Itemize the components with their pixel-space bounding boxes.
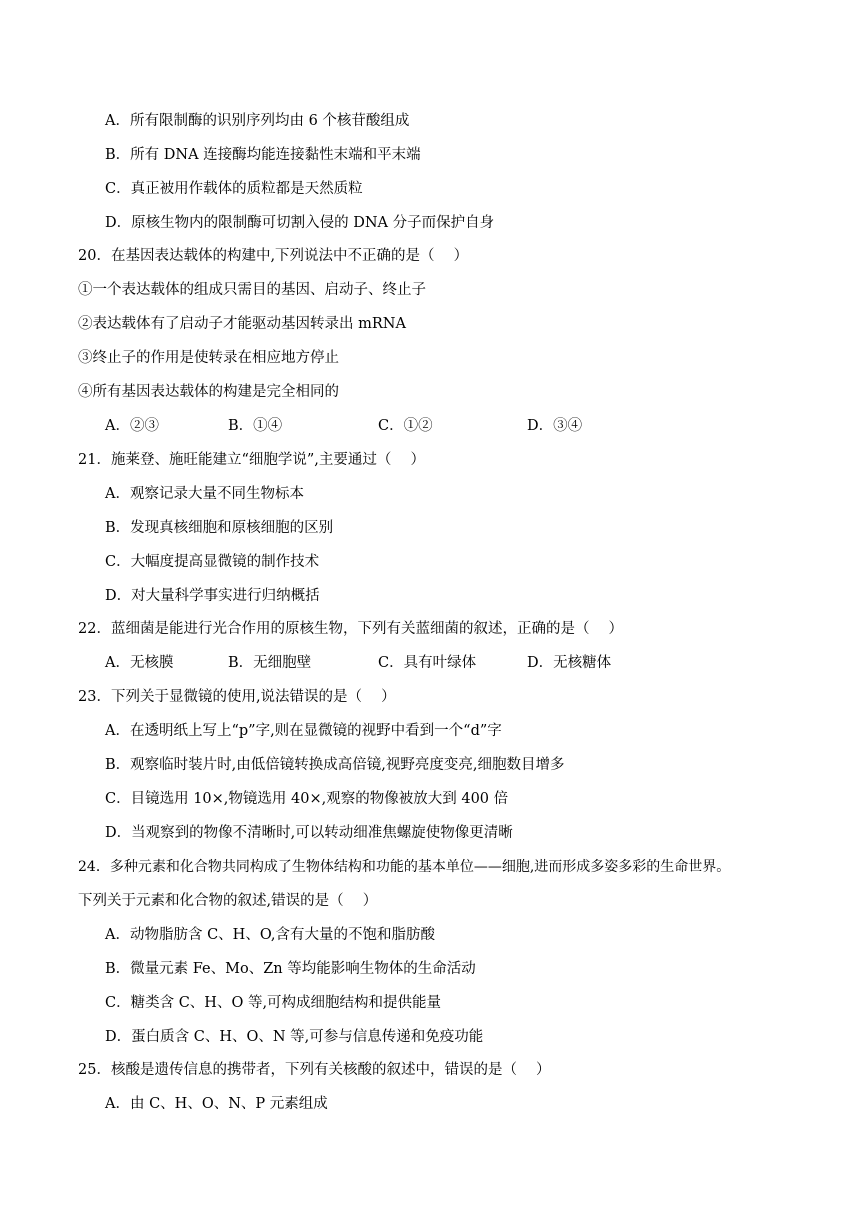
- q23-option-b: B．观察临时装片时,由低倍镜转换成高倍镜,视野亮度变亮,细胞数目增多: [105, 757, 565, 773]
- q22-option-c: C．具有叶绿体: [378, 655, 477, 671]
- q24-stem-line-2: 下列关于元素和化合物的叙述,错误的是（ ）: [78, 893, 378, 909]
- q25-stem: 25．核酸是遗传信息的携带者，下列有关核酸的叙述中，错误的是（ ）: [78, 1062, 551, 1078]
- q22-options-row: [0, 652, 860, 674]
- q22-option-d: D．无核糖体: [527, 655, 612, 671]
- q24-stem-line-1: 24．多种元素和化合物共同构成了生物体结构和功能的基本单位——细胞,进而形成多姿多彩的生命世界。: [78, 859, 731, 875]
- q22-option-b: B．无细胞壁: [228, 655, 312, 671]
- q22-stem: 22．蓝细菌是能进行光合作用的原核生物，下列有关蓝细菌的叙述，正确的是（ ）: [78, 621, 624, 637]
- q19-option-d: D．原核生物内的限制酶可切割入侵的 DNA 分子而保护自身: [105, 215, 495, 231]
- q20-statement-1: ①一个表达载体的组成只需目的基因、启动子、终止子: [78, 282, 426, 298]
- q24-option-b: B．微量元素 Fe、Mo、Zn 等均能影响生物体的生命活动: [105, 961, 476, 977]
- q24-option-a: A．动物脂肪含 C、H、O,含有大量的不饱和脂肪酸: [105, 927, 435, 943]
- q21-option-b: B．发现真核细胞和原核细胞的区别: [105, 520, 334, 536]
- q20-stem: 20．在基因表达载体的构建中,下列说法中不正确的是（ ）: [78, 248, 469, 264]
- q20-statement-2: ②表达载体有了启动子才能驱动基因转录出 mRNA: [78, 316, 406, 332]
- q20-option-b: B．①④: [228, 418, 283, 434]
- q21-option-a: A．观察记录大量不同生物标本: [105, 486, 304, 502]
- q20-options-row: [0, 415, 860, 437]
- q24-option-d: D．蛋白质含 C、H、O、N 等,可参与信息传递和免疫功能: [105, 1029, 484, 1045]
- q24-option-c: C．糖类含 C、H、O 等,可构成细胞结构和提供能量: [105, 995, 442, 1011]
- q23-option-c: C．目镜选用 10×,物镜选用 40×,观察的物像被放大到 400 倍: [105, 791, 509, 807]
- q19-option-b: B．所有 DNA 连接酶均能连接黏性末端和平末端: [105, 147, 421, 163]
- q21-option-c: C．大幅度提高显微镜的制作技术: [105, 554, 320, 570]
- q22-option-a: A．无核膜: [105, 655, 174, 671]
- q20-statement-3: ③终止子的作用是使转录在相应地方停止: [78, 350, 339, 366]
- q20-option-d: D．③④: [527, 418, 583, 434]
- q19-option-a: A．所有限制酶的识别序列均由 6 个核苷酸组成: [105, 113, 410, 129]
- q20-option-a: A．②③: [105, 418, 159, 434]
- q21-stem: 21．施莱登、施旺能建立“细胞学说”,主要通过（ ）: [78, 452, 425, 468]
- q19-option-c: C．真正被用作载体的质粒都是天然质粒: [105, 181, 363, 197]
- q23-option-d: D．当观察到的物像不清晰时,可以转动细准焦螺旋使物像更清晰: [105, 825, 513, 841]
- q21-option-d: D．对大量科学事实进行归纳概括: [105, 588, 320, 604]
- q25-option-a: A．由 C、H、O、N、P 元素组成: [105, 1096, 328, 1112]
- q20-statement-4: ④所有基因表达载体的构建是完全相同的: [78, 384, 339, 400]
- q23-option-a: A．在透明纸上写上“p”字,则在显微镜的视野中看到一个“d”字: [105, 723, 502, 739]
- q23-stem: 23．下列关于显微镜的使用,说法错误的是（ ）: [78, 689, 396, 705]
- q20-option-c: C．①②: [378, 418, 433, 434]
